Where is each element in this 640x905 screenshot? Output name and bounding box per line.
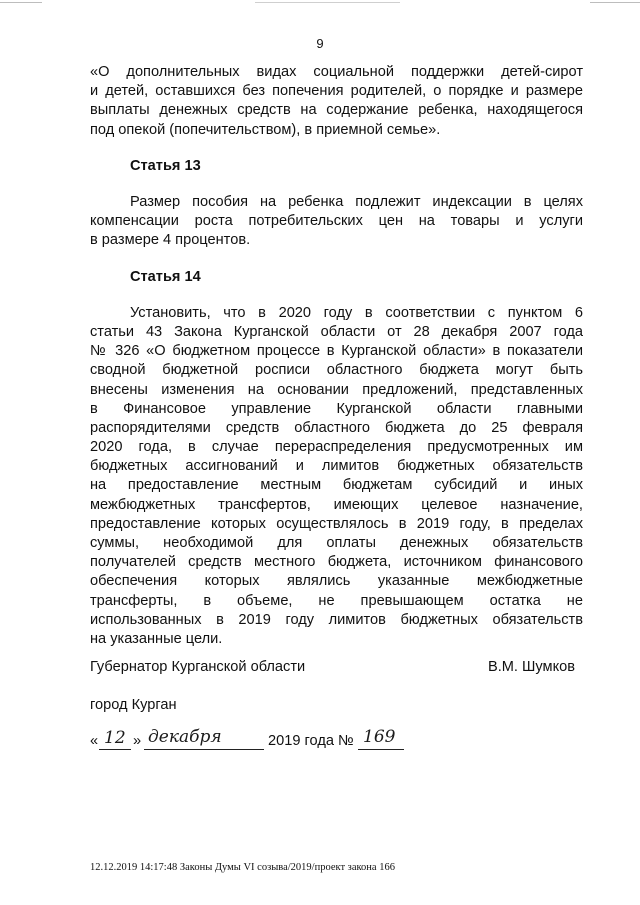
text-line: на указанные цели. — [90, 630, 223, 647]
handwritten-day: 12 — [104, 728, 126, 748]
intro-paragraph — [90, 63, 583, 140]
text-line: сводной бюджетной росписи областного бюджета могут быть — [90, 362, 583, 379]
handwritten-law-number: 169 — [363, 727, 396, 747]
date-and-number-line — [90, 727, 450, 753]
month-underline — [144, 749, 264, 750]
year-and-number-label: 2019 года № — [268, 733, 354, 749]
text-line: Размер пособия на ребенка подлежит индексации в целях — [130, 193, 583, 210]
text-line: № 326 «О бюджетном процессе в Курганской области» в показатели — [90, 343, 583, 360]
text-line: в размере 4 процентов. — [90, 232, 251, 249]
text-line: «О дополнительных видах социальной поддержки детей-сирот — [90, 64, 583, 80]
text-line: под опекой (попечительством), в приемной семье». — [90, 121, 441, 138]
text-line: распорядителями средств областного бюджета до 25 февраля — [90, 419, 583, 436]
text-line: в Финансовое управление Курганской области главными — [90, 400, 583, 417]
number-underline — [358, 749, 404, 750]
scan-artifact — [255, 2, 400, 3]
text-line: внесены изменения на основании предложений, представленных — [90, 381, 583, 398]
city-line: город Курган — [90, 697, 177, 713]
day-underline — [99, 749, 131, 750]
text-line: использованных в 2019 году лимитов бюджетных обязательств — [90, 611, 583, 628]
article-14-heading: Статья 14 — [130, 268, 201, 285]
text-line: Установить, что в 2020 году в соответствии с пунктом 6 — [130, 304, 583, 321]
text-line: обеспечения которых являлись указанные межбюджетные — [90, 573, 583, 590]
scan-artifact — [0, 2, 42, 3]
text-line: суммы, необходимой для оплаты денежных обязательств — [90, 535, 583, 551]
text-line: выплаты денежных средств на содержание ребенка, находящегося — [90, 102, 583, 119]
text-line: межбюджетных трансфертов, имеющих целевое назначение, — [90, 496, 583, 513]
text-line: получателей средств местного бюджета, источником финансового — [90, 554, 583, 571]
text-line: трансферты, в объеме, не превышающем остатка не — [90, 592, 583, 609]
file-footer: 12.12.2019 14:17:48 Законы Думы VI созыва/2019/проект закона 166 — [90, 862, 395, 873]
text-line: бюджетных ассигнований и лимитов бюджетных обязательств — [90, 458, 583, 475]
open-quote: « — [90, 733, 99, 749]
text-line: 2020 года, в случае перераспределения предусмотренных им — [90, 439, 583, 456]
close-quote: » — [133, 733, 142, 749]
article-13-paragraph — [90, 193, 583, 251]
text-line: компенсации роста потребительских цен на товары и услуги — [90, 213, 583, 230]
page-number: 9 — [316, 36, 324, 51]
article-14-paragraph — [90, 304, 583, 649]
document-body — [90, 63, 583, 649]
text-line: предоставление которых осуществлялось в 2019 году, в пределах — [90, 515, 583, 532]
signatory-title: Губернатор Курганской области — [90, 659, 306, 675]
text-line: статьи 43 Закона Курганской области от 28 декабря 2007 года — [90, 323, 583, 340]
scan-artifact — [590, 2, 640, 3]
article-13-heading: Статья 13 — [130, 157, 201, 174]
text-line: и детей, оставшихся без попечения родителей, о порядке и размере — [90, 83, 583, 100]
text-line: на предоставление местным бюджетам субсидий и иных — [90, 477, 583, 494]
handwritten-month: декабря — [148, 727, 222, 747]
signatory-name: В.М. Шумков — [487, 659, 575, 675]
